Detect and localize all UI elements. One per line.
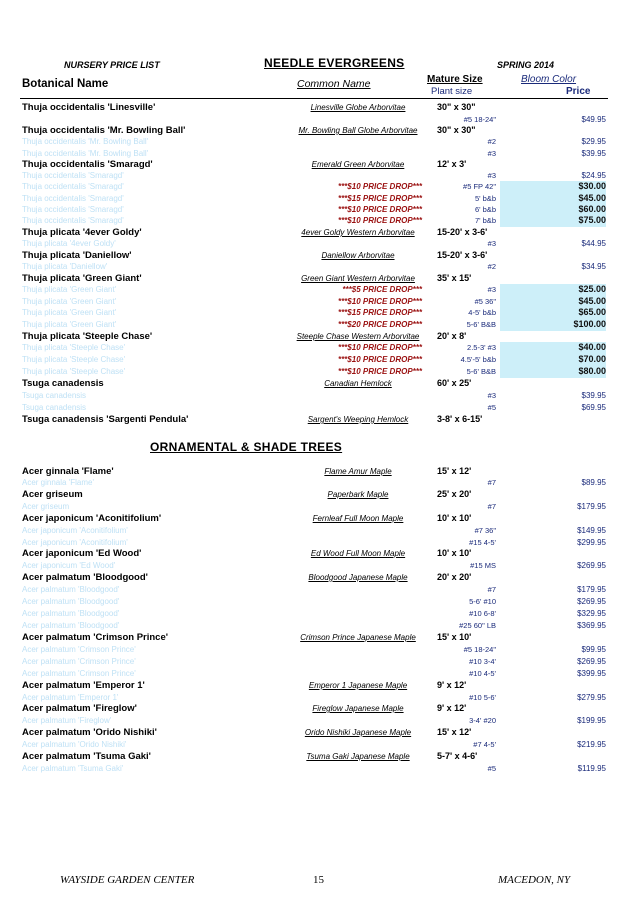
botanical-name: Acer palmatum 'Crimson Prince'	[22, 632, 169, 643]
size-price-row	[0, 170, 638, 182]
common-name: Sargent's Weeping Hemlock	[307, 415, 409, 424]
faded-variant-label: Thuja plicata 'Green Giant'	[22, 285, 117, 294]
price: $25.00	[500, 284, 606, 296]
price-drop-note: ***$10 PRICE DROP***	[337, 182, 422, 191]
plant-size: 4-5' b&b	[468, 308, 496, 317]
common-name: 4ever Goldy Western Arborvitae	[301, 228, 415, 237]
plant-size: #7 36"	[474, 526, 496, 535]
botanical-name: Thuja occidentalis 'Mr. Bowling Ball'	[22, 125, 186, 136]
botanical-name: Acer palmatum 'Bloodgood'	[22, 572, 148, 583]
mature-size: 35' x 15'	[437, 273, 472, 283]
header-rule	[20, 98, 608, 99]
botanical-name: Acer palmatum 'Orido Nishiki'	[22, 727, 157, 738]
mature-size: 10' x 10'	[437, 548, 472, 558]
price-drop-note: ***$10 PRICE DROP***	[337, 367, 422, 376]
faded-variant-label: Acer palmatum 'Crimson Prince'	[22, 657, 136, 666]
mature-size: 25' x 20'	[437, 489, 472, 499]
mature-size: 30" x 30"	[437, 125, 476, 135]
botanical-name: Acer palmatum 'Tsuma Gaki'	[22, 751, 151, 762]
col-common-name: Common Name	[297, 78, 371, 90]
faded-variant-label: Acer palmatum 'Fireglow'	[22, 716, 112, 725]
size-price-row	[0, 319, 638, 331]
plant-size: 5-6' #10	[469, 597, 496, 606]
faded-variant-label: Thuja occidentalis 'Smaragd'	[22, 205, 124, 214]
plant-size: #7	[487, 502, 496, 511]
price: $199.95	[577, 716, 606, 725]
size-price-row	[0, 114, 638, 126]
price: $299.95	[577, 538, 606, 547]
mature-size: 15-20' x 3-6'	[437, 250, 488, 260]
price: $39.95	[581, 149, 606, 158]
size-price-row	[0, 402, 638, 414]
faded-variant-label: Thuja occidentalis 'Smaragd'	[22, 194, 124, 203]
mature-size: 20' x 8'	[437, 331, 467, 341]
mature-size: 15-20' x 3-6'	[437, 227, 488, 237]
plant-size: 4.5'-5' b&b	[460, 355, 496, 364]
size-price-row	[0, 584, 638, 596]
botanical-name: Thuja occidentalis 'Linesville'	[22, 102, 156, 113]
faded-variant-label: Acer palmatum 'Bloodgood'	[22, 585, 120, 594]
size-price-row	[0, 477, 638, 489]
plant-size: #3	[487, 239, 496, 248]
faded-variant-label: Thuja occidentalis 'Mr. Bowling Ball'	[22, 149, 149, 158]
common-name: Fernleaf Full Moon Maple	[312, 514, 404, 523]
size-price-row	[0, 560, 638, 572]
plant-row	[0, 466, 638, 478]
price-drop-note: ***$15 PRICE DROP***	[337, 308, 422, 317]
price: $269.95	[577, 561, 606, 570]
price: $119.95	[577, 764, 606, 773]
size-price-row	[0, 390, 638, 402]
faded-variant-label: Thuja occidentalis 'Smaragd'	[22, 216, 124, 225]
common-name: Paperbark Maple	[327, 490, 389, 499]
plant-row	[0, 102, 638, 114]
price: $100.00	[500, 319, 606, 331]
price: $44.95	[581, 239, 606, 248]
mature-size: 9' x 12'	[437, 703, 467, 713]
plant-size: #25 60" LB	[459, 621, 496, 630]
faded-variant-label: Thuja plicata 'Steeple Chase'	[22, 355, 126, 364]
faded-variant-label: Thuja plicata 'Green Giant'	[22, 297, 117, 306]
price: $279.95	[577, 693, 606, 702]
faded-variant-label: Thuja occidentalis 'Smaragd'	[22, 182, 124, 191]
plant-size: #2	[487, 137, 496, 146]
price: $29.95	[581, 137, 606, 146]
botanical-name: Acer ginnala 'Flame'	[22, 466, 114, 477]
faded-variant-label: Thuja plicata 'Green Giant'	[22, 308, 117, 317]
common-name: Steeple Chase Western Arborvitae	[296, 332, 420, 341]
plant-row	[0, 378, 638, 390]
price: $269.95	[577, 597, 606, 606]
mature-size: 3-8' x 6-15'	[437, 414, 483, 424]
faded-variant-label: Thuja plicata 'Daniellow'	[22, 262, 108, 271]
plant-row	[0, 489, 638, 501]
common-name: Orido Nishiki Japanese Maple	[304, 728, 412, 737]
faded-variant-label: Acer griseum	[22, 502, 70, 511]
size-price-row	[0, 284, 638, 296]
botanical-name: Thuja plicata 'Steeple Chase'	[22, 331, 153, 342]
mature-size: 12' x 3'	[437, 159, 467, 169]
footer-location: MACEDON, NY	[498, 874, 571, 886]
plant-row	[0, 250, 638, 262]
price: $99.95	[581, 645, 606, 654]
plant-size: 5' b&b	[474, 194, 496, 203]
size-price-row	[0, 608, 638, 620]
plant-size: #2	[487, 262, 496, 271]
plant-size: #10 6-8'	[469, 609, 496, 618]
faded-variant-label: Thuja occidentalis 'Smaragd'	[22, 171, 124, 180]
common-name: Emperor 1 Japanese Maple	[308, 681, 408, 690]
price-drop-note: ***$10 PRICE DROP***	[337, 205, 422, 214]
faded-variant-label: Acer palmatum 'Crimson Prince'	[22, 645, 136, 654]
size-price-row	[0, 354, 638, 366]
plant-size: 3-4' #20	[469, 716, 496, 725]
plant-row	[0, 727, 638, 739]
mature-size: 5-7' x 4-6'	[437, 751, 478, 761]
price: $399.95	[577, 669, 606, 678]
price: $39.95	[581, 391, 606, 400]
size-price-row	[0, 596, 638, 608]
price: $49.95	[581, 115, 606, 124]
price-drop-note: ***$5 PRICE DROP***	[342, 285, 422, 294]
column-headers	[0, 74, 638, 98]
plant-size: #5 36"	[474, 297, 496, 306]
common-name: Ed Wood Full Moon Maple	[310, 549, 406, 558]
size-price-row	[0, 763, 638, 775]
size-price-row	[0, 525, 638, 537]
faded-variant-label: Acer japonicum 'Aconitifolium'	[22, 526, 128, 535]
plant-size: #3	[487, 391, 496, 400]
plant-size: #5 18-24"	[463, 645, 496, 654]
mature-size: 10' x 10'	[437, 513, 472, 523]
plant-row	[0, 331, 638, 343]
botanical-name: Thuja plicata 'Daniellow'	[22, 250, 132, 261]
botanical-name: Thuja plicata 'Green Giant'	[22, 273, 142, 284]
size-price-row	[0, 668, 638, 680]
mature-size: 15' x 10'	[437, 632, 472, 642]
size-price-row	[0, 215, 638, 227]
faded-variant-label: Acer ginnala 'Flame'	[22, 478, 94, 487]
plant-row	[0, 227, 638, 239]
price-list-label: NURSERY PRICE LIST	[64, 60, 160, 70]
plant-row	[0, 414, 638, 426]
season-label: SPRING 2014	[497, 60, 555, 70]
plant-row	[0, 273, 638, 285]
price: $75.00	[500, 215, 606, 227]
botanical-name: Thuja occidentalis 'Smaragd'	[22, 159, 153, 170]
size-price-row	[0, 656, 638, 668]
plant-size: 7' b&b	[474, 216, 496, 225]
price: $70.00	[500, 354, 606, 366]
plant-size: #7	[487, 478, 496, 487]
faded-variant-label: Thuja plicata 'Steeple Chase'	[22, 343, 126, 352]
size-price-row	[0, 739, 638, 751]
price: $179.95	[577, 585, 606, 594]
size-price-row	[0, 193, 638, 205]
faded-variant-label: Thuja plicata '4ever Goldy'	[22, 239, 116, 248]
common-name: Linesville Globe Arborvitae	[310, 103, 406, 112]
size-price-row	[0, 181, 638, 193]
section-title-needle-evergreens: NEEDLE EVERGREENS	[264, 56, 405, 70]
botanical-name: Acer griseum	[22, 489, 83, 500]
size-price-row	[0, 501, 638, 513]
size-price-row	[0, 692, 638, 704]
size-price-row	[0, 366, 638, 378]
price: $60.00	[500, 204, 606, 216]
faded-variant-label: Tsuga canadensis	[22, 391, 87, 400]
plant-row	[0, 751, 638, 763]
plant-size: #10 4-5'	[469, 669, 496, 678]
common-name: Flame Amur Maple	[324, 467, 392, 476]
size-price-row	[0, 136, 638, 148]
section-title-ornamental-shade-trees: ORNAMENTAL & SHADE TREES	[150, 440, 343, 454]
common-name: Green Giant Western Arborvitae	[301, 274, 415, 283]
faded-variant-label: Acer japonicum 'Aconitifolium'	[22, 538, 128, 547]
col-bloom-color: Bloom Color	[521, 74, 577, 85]
plant-row	[0, 548, 638, 560]
common-name: Bloodgood Japanese Maple	[308, 573, 408, 582]
faded-variant-label: Acer palmatum 'Bloodgood'	[22, 621, 120, 630]
price: $149.95	[577, 526, 606, 535]
plant-size: #15 MS	[470, 561, 496, 570]
common-name: Mr. Bowling Ball Globe Arborvitae	[298, 126, 418, 135]
common-name: Crimson Prince Japanese Maple	[300, 633, 416, 642]
faded-variant-label: Thuja plicata 'Steeple Chase'	[22, 367, 126, 376]
plant-row	[0, 513, 638, 525]
size-price-row	[0, 261, 638, 273]
faded-variant-label: Acer palmatum 'Tsuma Gaki'	[22, 764, 124, 773]
price-drop-note: ***$10 PRICE DROP***	[337, 343, 422, 352]
size-price-row	[0, 715, 638, 727]
botanical-name: Thuja plicata '4ever Goldy'	[22, 227, 142, 238]
faded-variant-label: Acer japonicum 'Ed Wood'	[22, 561, 116, 570]
footer-company: WAYSIDE GARDEN CENTER	[60, 874, 195, 886]
plant-row	[0, 125, 638, 137]
plant-size: #3	[487, 285, 496, 294]
price-drop-note: ***$20 PRICE DROP***	[337, 320, 422, 329]
mature-size: 15' x 12'	[437, 466, 472, 476]
price: $269.95	[577, 657, 606, 666]
plant-size: #7 4-5'	[473, 740, 496, 749]
price: $65.00	[500, 307, 606, 319]
price-drop-note: ***$15 PRICE DROP***	[337, 194, 422, 203]
mature-size: 30" x 30"	[437, 102, 476, 112]
plant-row	[0, 632, 638, 644]
botanical-name: Acer japonicum 'Aconitifolium'	[22, 513, 162, 524]
botanical-name: Acer japonicum 'Ed Wood'	[22, 548, 142, 559]
plant-size: #10 3-4'	[469, 657, 496, 666]
plant-row	[0, 703, 638, 715]
size-price-row	[0, 537, 638, 549]
faded-variant-label: Thuja occidentalis 'Mr. Bowling Ball'	[22, 137, 149, 146]
plant-size: 5-6' B&B	[466, 367, 496, 376]
price: $69.95	[581, 403, 606, 412]
plant-size: #5 FP 42"	[463, 182, 496, 191]
faded-variant-label: Acer palmatum 'Bloodgood'	[22, 609, 120, 618]
plant-size: #15 4-5'	[469, 538, 496, 547]
footer-page-number: 15	[313, 874, 324, 886]
price: $40.00	[500, 342, 606, 354]
plant-size: #10 5-6'	[469, 693, 496, 702]
price: $34.95	[581, 262, 606, 271]
size-price-row	[0, 342, 638, 354]
faded-variant-label: Thuja plicata 'Green Giant'	[22, 320, 117, 329]
price: $45.00	[500, 296, 606, 308]
mature-size: 15' x 12'	[437, 727, 472, 737]
faded-variant-label: Acer palmatum 'Bloodgood'	[22, 597, 120, 606]
col-botanical-name: Botanical Name	[22, 78, 109, 90]
price-drop-note: ***$10 PRICE DROP***	[337, 216, 422, 225]
plant-size: #5 18-24"	[463, 115, 496, 124]
common-name: Fireglow Japanese Maple	[312, 704, 404, 713]
common-name: Tsuma Gaki Japanese Maple	[306, 752, 410, 761]
faded-variant-label: Tsuga canadensis	[22, 403, 87, 412]
plant-row	[0, 680, 638, 692]
plant-size: 2.5-3' #3	[467, 343, 496, 352]
faded-variant-label: Acer palmatum 'Emperor 1'	[22, 693, 119, 702]
price: $30.00	[500, 181, 606, 193]
size-price-row	[0, 204, 638, 216]
col-price: Price	[566, 86, 591, 97]
size-price-row	[0, 644, 638, 656]
price: $329.95	[577, 609, 606, 618]
common-name: Canadian Hemlock	[324, 379, 392, 388]
botanical-name: Tsuga canadensis 'Sargenti Pendula'	[22, 414, 189, 425]
col-plant-size: Plant size	[431, 86, 473, 97]
plant-size: #3	[487, 171, 496, 180]
size-price-row	[0, 148, 638, 160]
plant-size: 5-6' B&B	[466, 320, 496, 329]
plant-row	[0, 572, 638, 584]
price-drop-note: ***$10 PRICE DROP***	[337, 355, 422, 364]
plant-size: 6' b&b	[474, 205, 496, 214]
price: $219.95	[577, 740, 606, 749]
plant-size: #5	[487, 764, 496, 773]
plant-size: #5	[487, 403, 496, 412]
price: $45.00	[500, 193, 606, 205]
size-price-row	[0, 238, 638, 250]
size-price-row	[0, 307, 638, 319]
common-name: Emerald Green Arborvitae	[311, 160, 405, 169]
price-drop-note: ***$10 PRICE DROP***	[337, 297, 422, 306]
botanical-name: Acer palmatum 'Fireglow'	[22, 703, 137, 714]
price: $179.95	[577, 502, 606, 511]
botanical-name: Tsuga canadensis	[22, 378, 104, 389]
col-mature-size: Mature Size	[427, 74, 483, 85]
plant-size: #7	[487, 585, 496, 594]
botanical-name: Acer palmatum 'Emperor 1'	[22, 680, 145, 691]
price: $24.95	[581, 171, 606, 180]
mature-size: 9' x 12'	[437, 680, 467, 690]
price: $89.95	[581, 478, 606, 487]
faded-variant-label: Acer palmatum 'Orido Nishiki'	[22, 740, 127, 749]
common-name: Daniellow Arborvitae	[321, 251, 395, 260]
plant-row	[0, 159, 638, 171]
price: $369.95	[577, 621, 606, 630]
mature-size: 20' x 20'	[437, 572, 472, 582]
size-price-row	[0, 620, 638, 632]
price: $80.00	[500, 366, 606, 378]
mature-size: 60' x 25'	[437, 378, 472, 388]
plant-size: #3	[487, 149, 496, 158]
faded-variant-label: Acer palmatum 'Crimson Prince'	[22, 669, 136, 678]
size-price-row	[0, 296, 638, 308]
